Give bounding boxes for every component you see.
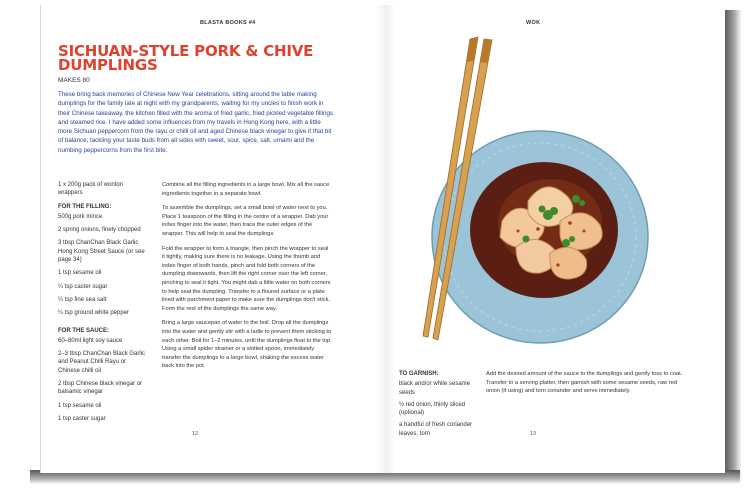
- method-step: Bring a large saucepan of water to the boil. Drop all the dumplings into the water and gently stir with a ladle to prevent them sticking to each other. Boil for 1–2 minutes, until the dumplings float to the top. Using a small spider strainer or a slotted spoon, immediately transfer the dumplings to a large bowl, shaking the excess water back into the pot.: [162, 320, 332, 370]
- filling-item: ¼ tsp ground white pepper: [58, 310, 130, 317]
- sauce-heading: FOR THE SAUCE:: [58, 327, 109, 334]
- method-step: Combine all the filling ingredients in a large bowl. Mix all the sauce ingredients together in a separate bowl.: [162, 182, 330, 197]
- sauce-item: 2–3 tbsp ChanChan Black Garlic and Peanut Chilli Rayu or Chinese chilli oil: [58, 351, 146, 374]
- recipe-intro: These bring back memories of Chinese New Year celebrations, sitting around the table making dumplings for the family late at night with my grandparents, waiting for my uncles to finish work in their Chinese takeaway, the kitchen filled with the aroma of fried garlic, fried pickled vegetable fillings and steamed rice. I have added some influences from my travels in Hong Kong here, with a little more Sichuan peppercorn from the rayu or chilli oil and aged Chinese black vinegar to give it that bit of balance, tackling your taste buds from all sides with sweet, sour, spice, salt, umami and the numbing peppercorns from the first bite.: [58, 91, 334, 154]
- recipe-title: SICHUAN-STYLE PORK & CHIVE DUMPLINGS: [58, 42, 314, 74]
- filling-item: ¼ tsp fine sea salt: [58, 296, 107, 303]
- page-number-right: 13: [530, 431, 537, 437]
- filling-item: ¼ tsp caster sugar: [58, 283, 108, 290]
- filling-item: 2 spring onions, finely chopped: [58, 227, 141, 234]
- sauce-item: 60–80ml light soy sauce: [58, 337, 123, 344]
- garnish-item: ½ red onion, thinly sliced (optional): [399, 401, 466, 417]
- recipe-yield: MAKES 80: [58, 77, 90, 84]
- method-step: Fold the wrapper to form a triangle, then pinch the wrapper to seal it tightly, making sure there is no leakage. Using the thumb and index finger of both hands, pinch and fold both corners of the dumpling downwards, then lift the right corner over the left corner, pinching to seal it tight. You might dab a little water on both corners to help seal the dumpling. Transfer to a floured surface or a plate lined with parchment paper to make sure the dumplings don't stick. Form the rest of the dumplings the same way.: [162, 245, 331, 312]
- method-steps: [162, 181, 332, 377]
- garnish-heading: TO GARNISH:: [399, 371, 439, 377]
- filling-item: 1 tsp sesame oil: [58, 270, 102, 277]
- sauce-item: 2 tbsp Chinese black vinegar or balsamic vinegar: [58, 381, 143, 396]
- garnish-item: a handful of fresh coriander leaves, torn: [399, 422, 473, 437]
- sauce-item: 1 tsp caster sugar: [58, 415, 106, 422]
- serving-instructions: Add the desired amount of the sauce to the dumplings and gently toss to coat. Transfer to a serving platter, then garnish with some sesame seeds, raw red onion (if using) and torn coriander and serve immediately.: [486, 371, 683, 395]
- ingredients-list: [58, 181, 146, 428]
- ingredient-wrappers: 1 x 200g pack of wonton wrappers: [58, 182, 124, 197]
- book-gutter: [376, 5, 396, 473]
- sauce-item: 1 tsp sesame oil: [58, 402, 102, 409]
- running-head-right: WOK: [526, 20, 541, 26]
- dumplings-plate-illustration: [398, 25, 718, 360]
- filling-item: 3 tbsp ChanChan Black Garlic Hong Kong Street Sauce (or see page 34): [58, 240, 145, 264]
- method-step: To assemble the dumplings, set a small bowl of water next to you. Place 1 teaspoon of the filling in the centre of a wrapper. Dab your index finger into the water, then trace the outer edges of the wrapper. This will help to seal the dumplings.: [162, 205, 329, 237]
- garnish-list: [399, 370, 473, 442]
- garnish-item: black and/or white sesame seeds: [399, 381, 471, 396]
- filling-item: 500g pork mince: [58, 213, 103, 220]
- page-number-left: 12: [192, 431, 199, 437]
- filling-heading: FOR THE FILLING:: [58, 203, 112, 210]
- running-head-left: BLASTA BOOKS #4: [200, 20, 256, 26]
